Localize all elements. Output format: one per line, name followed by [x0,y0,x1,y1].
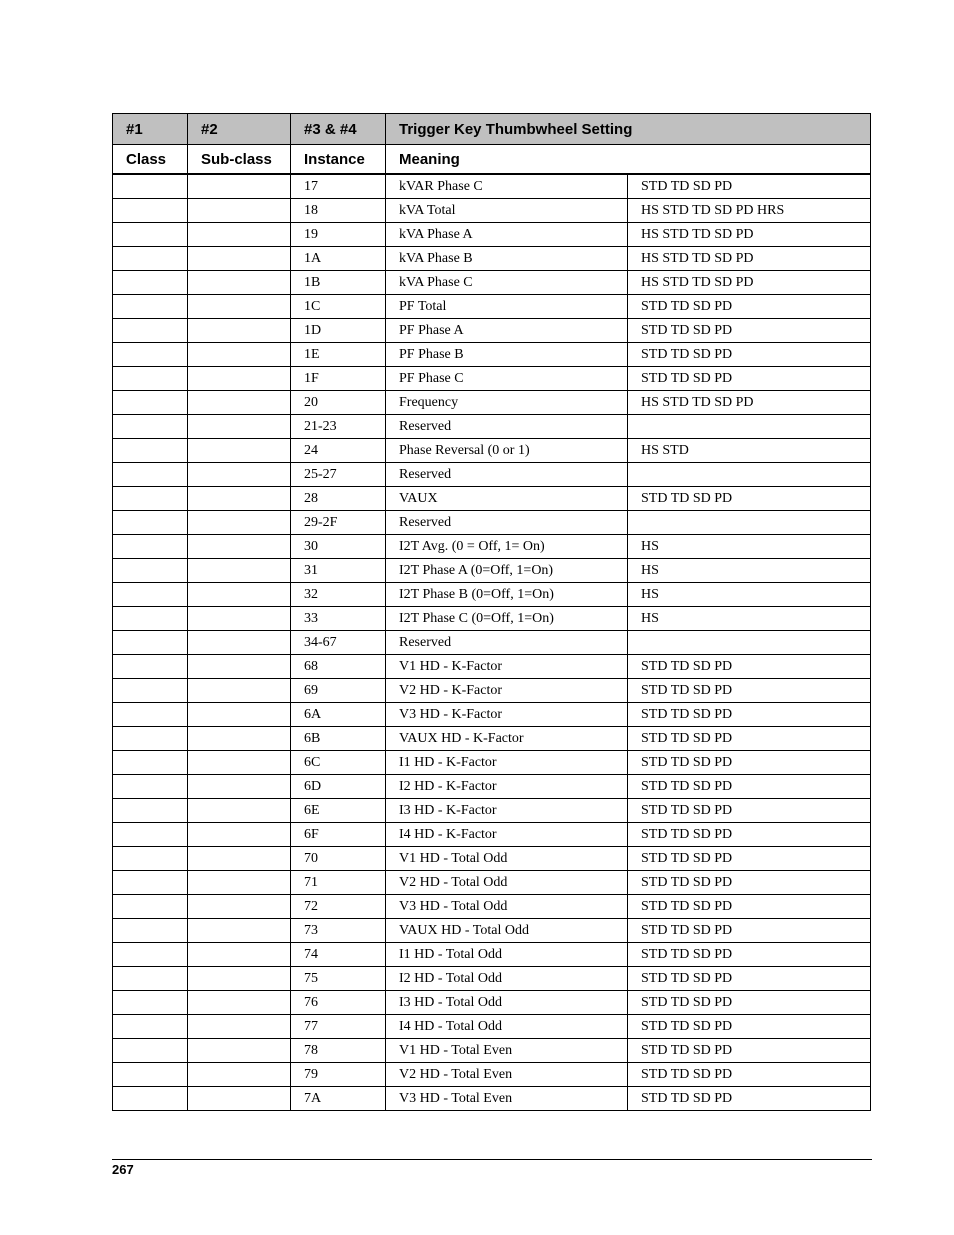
cell-meaning: V1 HD - Total Odd [386,847,628,871]
cell-meaning: I4 HD - K-Factor [386,823,628,847]
cell-instance: 76 [291,991,386,1015]
table-row [113,943,871,967]
cell-setting: STD TD SD PD [628,943,871,967]
cell-subclass [188,367,291,391]
cell-class [113,367,188,391]
trigger-key-table [112,113,871,1111]
cell-meaning: kVA Phase B [386,247,628,271]
cell-meaning: PF Phase A [386,319,628,343]
cell-class [113,1063,188,1087]
cell-setting: STD TD SD PD [628,967,871,991]
header-col1: #1 [113,114,188,145]
cell-meaning: V2 HD - Total Odd [386,871,628,895]
cell-setting: HS STD [628,439,871,463]
header-meaning: Meaning [386,145,871,175]
cell-subclass [188,991,291,1015]
table-row [113,223,871,247]
cell-setting: STD TD SD PD [628,174,871,199]
header-col4: Trigger Key Thumbwheel Setting [386,114,871,145]
table-row [113,655,871,679]
cell-instance: 71 [291,871,386,895]
cell-class [113,223,188,247]
page-number: 267 [112,1162,134,1177]
cell-instance: 32 [291,583,386,607]
cell-setting: STD TD SD PD [628,679,871,703]
table-row [113,967,871,991]
cell-class [113,943,188,967]
cell-subclass [188,727,291,751]
table-row [113,799,871,823]
header-subclass: Sub-class [188,145,291,175]
cell-meaning: PF Total [386,295,628,319]
table-row [113,367,871,391]
cell-subclass [188,679,291,703]
cell-setting: HS STD TD SD PD HRS [628,199,871,223]
cell-meaning: Phase Reversal (0 or 1) [386,439,628,463]
cell-class [113,271,188,295]
cell-subclass [188,583,291,607]
cell-subclass [188,799,291,823]
cell-instance: 77 [291,1015,386,1039]
cell-meaning: kVA Phase C [386,271,628,295]
cell-subclass [188,1039,291,1063]
cell-subclass [188,174,291,199]
cell-subclass [188,703,291,727]
cell-setting: HS [628,607,871,631]
cell-subclass [188,343,291,367]
table-row [113,487,871,511]
table-row [113,1087,871,1111]
table-row [113,703,871,727]
cell-subclass [188,943,291,967]
table-row [113,751,871,775]
cell-meaning: I2T Phase C (0=Off, 1=On) [386,607,628,631]
cell-meaning: V3 HD - Total Even [386,1087,628,1111]
cell-setting: STD TD SD PD [628,319,871,343]
header-instance: Instance [291,145,386,175]
cell-setting: STD TD SD PD [628,727,871,751]
cell-class [113,487,188,511]
cell-class [113,919,188,943]
table-row [113,511,871,535]
cell-setting: STD TD SD PD [628,1015,871,1039]
cell-setting: STD TD SD PD [628,1039,871,1063]
cell-setting: STD TD SD PD [628,487,871,511]
cell-subclass [188,607,291,631]
cell-subclass [188,1015,291,1039]
cell-instance: 1A [291,247,386,271]
cell-instance: 7A [291,1087,386,1111]
cell-setting: STD TD SD PD [628,751,871,775]
cell-subclass [188,1063,291,1087]
table-row [113,391,871,415]
cell-setting: STD TD SD PD [628,895,871,919]
cell-subclass [188,871,291,895]
cell-setting: HS STD TD SD PD [628,271,871,295]
cell-setting: STD TD SD PD [628,847,871,871]
table-row [113,895,871,919]
cell-meaning: I3 HD - Total Odd [386,991,628,1015]
cell-subclass [188,463,291,487]
cell-subclass [188,511,291,535]
cell-class [113,847,188,871]
cell-setting [628,511,871,535]
table-row [113,727,871,751]
cell-instance: 30 [291,535,386,559]
cell-meaning: kVA Phase A [386,223,628,247]
cell-subclass [188,967,291,991]
cell-meaning: PF Phase C [386,367,628,391]
cell-instance: 20 [291,391,386,415]
table-row [113,319,871,343]
cell-setting: STD TD SD PD [628,775,871,799]
table-row [113,679,871,703]
table-row [113,439,871,463]
cell-meaning: kVA Total [386,199,628,223]
cell-class [113,535,188,559]
table-row [113,1039,871,1063]
cell-subclass [188,535,291,559]
cell-setting: STD TD SD PD [628,655,871,679]
cell-meaning: V1 HD - Total Even [386,1039,628,1063]
cell-setting [628,415,871,439]
cell-setting: STD TD SD PD [628,919,871,943]
cell-meaning: I1 HD - Total Odd [386,943,628,967]
cell-setting: STD TD SD PD [628,1063,871,1087]
cell-subclass [188,751,291,775]
cell-class [113,799,188,823]
table-row [113,607,871,631]
table-row [113,295,871,319]
cell-class [113,174,188,199]
cell-instance: 24 [291,439,386,463]
table-row [113,871,871,895]
header-col2: #2 [188,114,291,145]
cell-subclass [188,895,291,919]
cell-class [113,1039,188,1063]
cell-instance: 33 [291,607,386,631]
table-row [113,415,871,439]
cell-instance: 6C [291,751,386,775]
cell-class [113,391,188,415]
cell-class [113,775,188,799]
cell-setting: STD TD SD PD [628,799,871,823]
cell-instance: 28 [291,487,386,511]
table-row [113,463,871,487]
table-row [113,991,871,1015]
cell-meaning: PF Phase B [386,343,628,367]
cell-meaning: Frequency [386,391,628,415]
cell-subclass [188,247,291,271]
table-row [113,823,871,847]
cell-meaning: Reserved [386,511,628,535]
cell-meaning: I2T Avg. (0 = Off, 1= On) [386,535,628,559]
cell-instance: 21-23 [291,415,386,439]
cell-meaning: kVAR Phase C [386,174,628,199]
table-row [113,174,871,199]
cell-setting: HS STD TD SD PD [628,223,871,247]
cell-class [113,559,188,583]
cell-meaning: I1 HD - K-Factor [386,751,628,775]
cell-class [113,967,188,991]
cell-instance: 29-2F [291,511,386,535]
cell-class [113,895,188,919]
header-col3: #3 & #4 [291,114,386,145]
cell-subclass [188,295,291,319]
table-body [113,174,871,1111]
cell-class [113,415,188,439]
cell-subclass [188,199,291,223]
cell-subclass [188,487,291,511]
cell-class [113,319,188,343]
table-header-row-1 [113,114,871,145]
cell-class [113,991,188,1015]
cell-instance: 1F [291,367,386,391]
cell-subclass [188,919,291,943]
cell-instance: 31 [291,559,386,583]
cell-setting: HS [628,583,871,607]
cell-meaning: Reserved [386,631,628,655]
table-row [113,271,871,295]
cell-instance: 6F [291,823,386,847]
cell-class [113,631,188,655]
cell-setting: STD TD SD PD [628,823,871,847]
cell-instance: 25-27 [291,463,386,487]
table-row [113,559,871,583]
table-row [113,1063,871,1087]
cell-instance: 72 [291,895,386,919]
cell-subclass [188,439,291,463]
cell-class [113,439,188,463]
cell-setting: HS STD TD SD PD [628,247,871,271]
cell-class [113,607,188,631]
cell-instance: 1E [291,343,386,367]
cell-instance: 6D [291,775,386,799]
cell-instance: 69 [291,679,386,703]
cell-meaning: I2 HD - Total Odd [386,967,628,991]
cell-meaning: I2T Phase A (0=Off, 1=On) [386,559,628,583]
table-row [113,199,871,223]
cell-class [113,871,188,895]
cell-instance: 19 [291,223,386,247]
cell-instance: 17 [291,174,386,199]
cell-instance: 68 [291,655,386,679]
cell-instance: 18 [291,199,386,223]
cell-setting: STD TD SD PD [628,343,871,367]
cell-instance: 6B [291,727,386,751]
cell-subclass [188,559,291,583]
cell-meaning: VAUX HD - Total Odd [386,919,628,943]
cell-setting: STD TD SD PD [628,991,871,1015]
cell-setting: STD TD SD PD [628,703,871,727]
table-row [113,583,871,607]
cell-instance: 1C [291,295,386,319]
cell-instance: 78 [291,1039,386,1063]
cell-class [113,463,188,487]
table-row [113,631,871,655]
cell-class [113,1087,188,1111]
cell-instance: 1D [291,319,386,343]
cell-subclass [188,847,291,871]
cell-setting: STD TD SD PD [628,367,871,391]
cell-meaning: I2 HD - K-Factor [386,775,628,799]
cell-class [113,751,188,775]
table-row [113,343,871,367]
cell-meaning: I4 HD - Total Odd [386,1015,628,1039]
cell-instance: 70 [291,847,386,871]
table-row [113,775,871,799]
cell-setting [628,463,871,487]
cell-class [113,703,188,727]
cell-class [113,295,188,319]
cell-class [113,343,188,367]
cell-subclass [188,823,291,847]
cell-instance: 74 [291,943,386,967]
cell-setting: STD TD SD PD [628,1087,871,1111]
cell-subclass [188,271,291,295]
cell-meaning: Reserved [386,415,628,439]
cell-subclass [188,1087,291,1111]
cell-setting: STD TD SD PD [628,871,871,895]
cell-meaning: V3 HD - Total Odd [386,895,628,919]
cell-class [113,655,188,679]
cell-class [113,583,188,607]
cell-subclass [188,775,291,799]
cell-subclass [188,631,291,655]
cell-meaning: V3 HD - K-Factor [386,703,628,727]
cell-instance: 73 [291,919,386,943]
cell-setting [628,631,871,655]
table-row [113,847,871,871]
cell-class [113,511,188,535]
cell-class [113,727,188,751]
cell-class [113,679,188,703]
cell-setting: HS [628,559,871,583]
cell-instance: 79 [291,1063,386,1087]
cell-class [113,199,188,223]
cell-subclass [188,415,291,439]
table-row [113,919,871,943]
cell-subclass [188,319,291,343]
cell-meaning: VAUX HD - K-Factor [386,727,628,751]
cell-meaning: I2T Phase B (0=Off, 1=On) [386,583,628,607]
table-row [113,535,871,559]
cell-meaning: Reserved [386,463,628,487]
header-class: Class [113,145,188,175]
cell-instance: 6A [291,703,386,727]
footer-divider [112,1159,872,1160]
cell-meaning: V2 HD - Total Even [386,1063,628,1087]
cell-class [113,823,188,847]
cell-class [113,247,188,271]
cell-subclass [188,223,291,247]
cell-subclass [188,391,291,415]
cell-instance: 1B [291,271,386,295]
cell-meaning: I3 HD - K-Factor [386,799,628,823]
cell-meaning: VAUX [386,487,628,511]
cell-setting: HS [628,535,871,559]
table-row [113,1015,871,1039]
table-row [113,247,871,271]
cell-setting: HS STD TD SD PD [628,391,871,415]
cell-setting: STD TD SD PD [628,295,871,319]
cell-class [113,1015,188,1039]
cell-subclass [188,655,291,679]
cell-meaning: V1 HD - K-Factor [386,655,628,679]
cell-instance: 6E [291,799,386,823]
cell-instance: 34-67 [291,631,386,655]
table-header-row-2 [113,145,871,175]
cell-meaning: V2 HD - K-Factor [386,679,628,703]
cell-instance: 75 [291,967,386,991]
